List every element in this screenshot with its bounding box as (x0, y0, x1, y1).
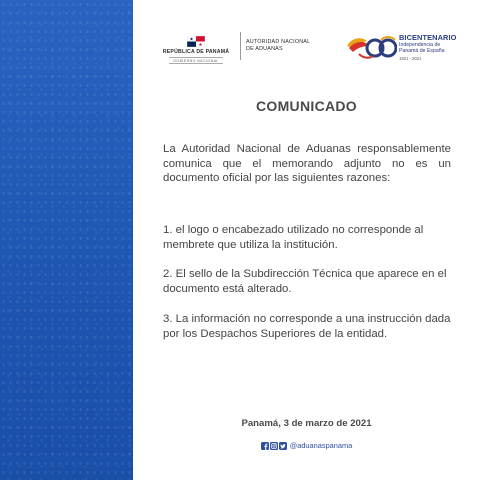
header-divider (240, 32, 241, 60)
twitter-icon (279, 442, 287, 450)
reason-3: 3. La información no corresponde a una instrucción dada por los Despachos Superiores de la entidad. (163, 313, 451, 340)
panama-logo (155, 36, 237, 64)
document-title: COMUNICADO (256, 98, 357, 114)
bicentenario-line-1: Independencia de (399, 42, 441, 48)
reason-2: 2. El sello de la Subdirección Técnica que aparece en el documento está alterado. (163, 268, 447, 295)
bicentenario-logo (345, 30, 465, 66)
facebook-icon (261, 442, 269, 450)
social-handle[interactable]: @aduanaspanama (289, 441, 353, 450)
panama-subtitle: GOBIERNO NACIONAL (169, 57, 223, 64)
social-bar (133, 441, 480, 450)
ana-logo-text (246, 39, 310, 52)
header (133, 28, 480, 72)
ana-line-2: DE ADUANAS (246, 45, 283, 52)
document-date: Panamá, 3 de marzo de 2021 (241, 418, 372, 429)
bicentenario-emblem-icon (345, 32, 397, 62)
bicentenario-years: 1821 - 2021 (399, 56, 422, 61)
bicentenario-line-2: Panamá de España (399, 48, 445, 54)
blue-side-band (0, 0, 133, 480)
panama-name: REPÚBLICA DE PANAMÁ (162, 49, 230, 55)
intro-paragraph: La Autoridad Nacional de Aduanas responsablemente comunica que el memorando adjunto no es un documento oficial por las siguientes razones: (163, 143, 451, 185)
document-content (133, 0, 480, 480)
reason-1: 1. el logo o encabezado utilizado no corresponde al membrete que utiliza la institución. (163, 224, 424, 251)
bicentenario-title: BICENTENARIO (399, 33, 457, 42)
ana-line-1: AUTORIDAD NACIONAL (246, 39, 311, 45)
panama-flag-icon (187, 36, 205, 47)
instagram-icon (270, 442, 278, 450)
